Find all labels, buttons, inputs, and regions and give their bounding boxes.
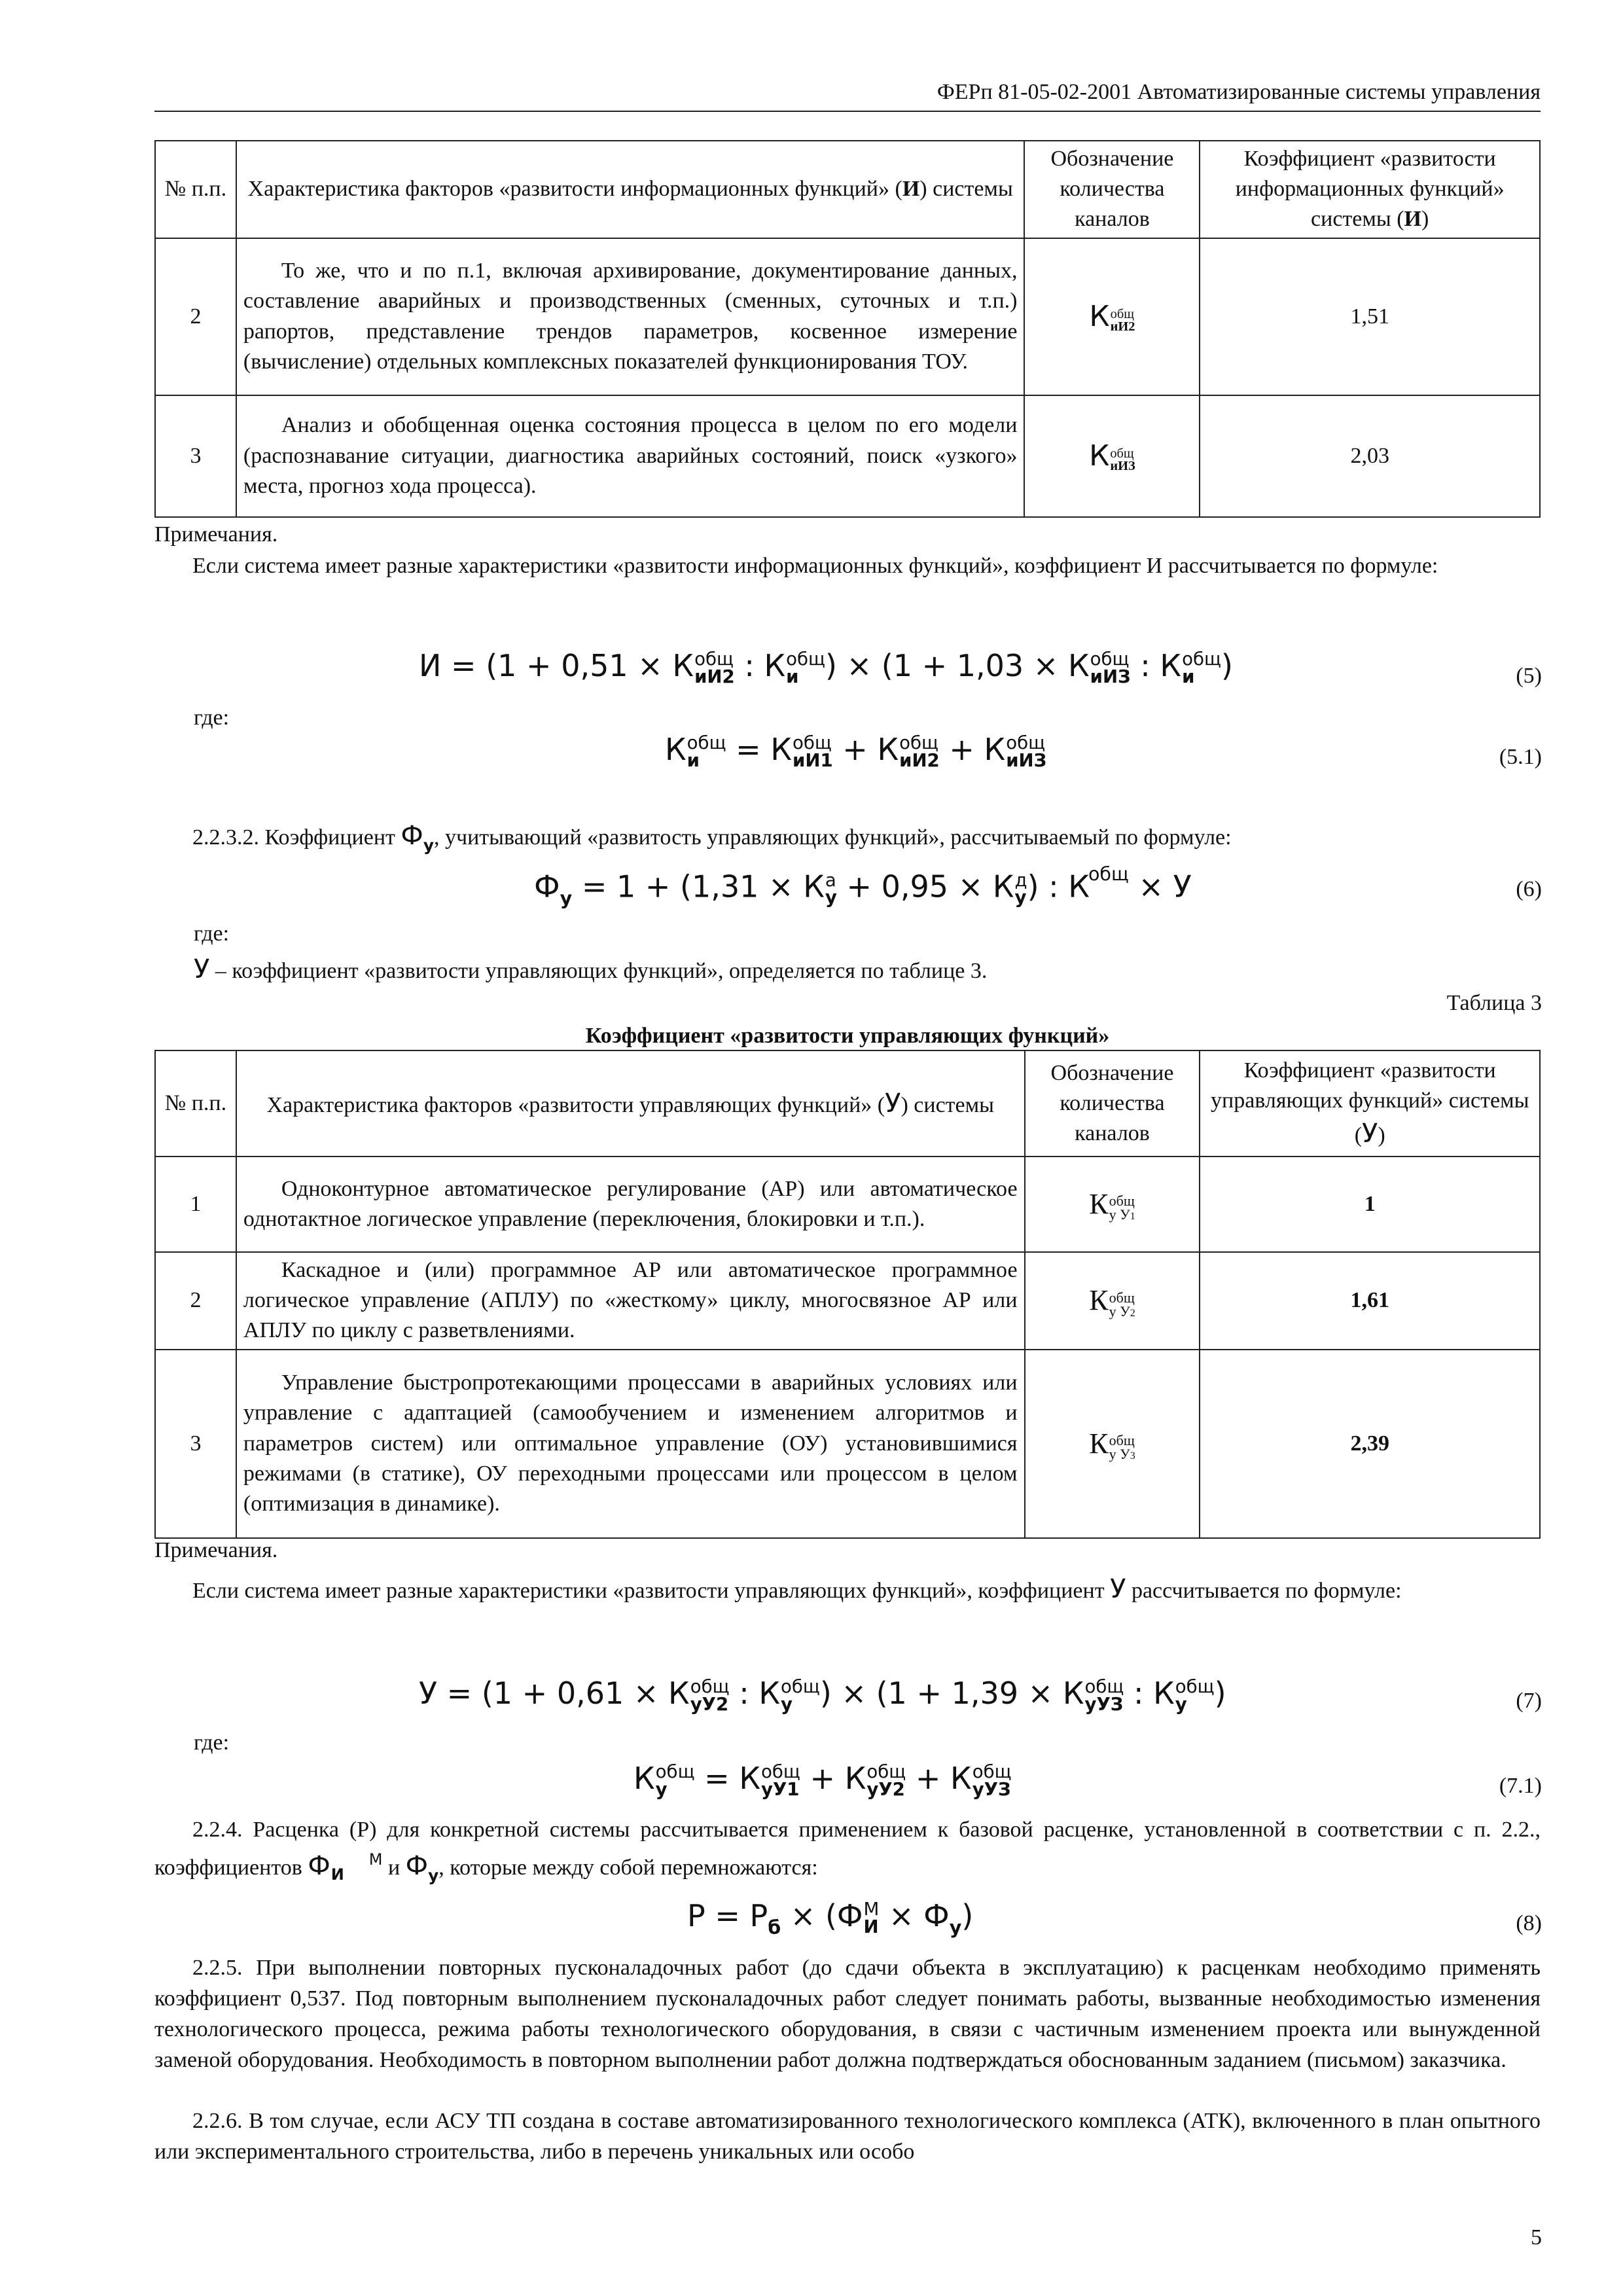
formula-7-1-number: (7.1) bbox=[1499, 1774, 1542, 1798]
notes-title: Примечания. bbox=[154, 522, 278, 547]
col-num-header: № п.п. bbox=[155, 1050, 236, 1157]
table-row bbox=[155, 1252, 1540, 1350]
row-designation: Кобщ иИ2 bbox=[1024, 238, 1200, 395]
section-2-2-6: 2.2.6. В том случае, если АСУ ТП создана в составе автоматизированного технологического комплекса (АТК), включенного в план опытного или экспериментального строительства, либо в перечень уникальных или особо bbox=[154, 2109, 1541, 2164]
section-2-2-3-2: 2.2.3.2. Коэффициент $Ф_у$, учитывающий «развитость управляющих функций», рассчитываемый по формуле: bbox=[192, 821, 1232, 855]
row-characteristic: То же, что и по п.1, включая архивирование, документирование данных, составление аварийных и производственных (сменных, суточных и т.п.) рапортов, представление трендов параметров, косвенное измерение (вычисление) отдельных комплексных показателей функционирования ТОУ. bbox=[236, 238, 1025, 395]
notes-text: Если система имеет разные характеристики «развитости управляющих функций», коэффициент У рассчитывается по формуле: bbox=[192, 1574, 1402, 1604]
where-label: где: bbox=[194, 922, 230, 946]
formula-7-number: (7) bbox=[1516, 1689, 1542, 1713]
row-coefficient: 1,61 bbox=[1200, 1252, 1540, 1350]
row-coefficient: 1,51 bbox=[1200, 238, 1540, 395]
formula-6-number: (6) bbox=[1516, 877, 1542, 901]
row-number: 2 bbox=[155, 1252, 236, 1350]
section-2-2-4: 2.2.4. Расценка (Р) для конкретной системы рассчитывается применением к базовой расценке, установленной в соответствии с п. 2.2., коэффициентов Ф М И и $Ф_у$, которые между собой перемножаются: bbox=[154, 1818, 1541, 1885]
formula-5-1-number: (5.1) bbox=[1499, 745, 1542, 769]
table-header-row bbox=[155, 141, 1540, 238]
table-row bbox=[155, 1157, 1540, 1252]
row-characteristic: Каскадное и (или) программное АР или автоматическое программное логическое управление (АПЛУ) по «жесткому» циклу, многосвязное АР или АПЛУ по циклу с разветвлениями. bbox=[236, 1252, 1025, 1350]
where-label: где: bbox=[194, 706, 230, 730]
col-designation-header: Обозначение количества каналов bbox=[1024, 141, 1200, 238]
row-coefficient: 1 bbox=[1200, 1157, 1540, 1252]
col-coefficient-header: Коэффициент «развитости управляющих функций» системы (У) bbox=[1200, 1050, 1540, 1157]
col-designation-header: Обозначение количества каналов bbox=[1025, 1050, 1200, 1157]
formula-7-1: Кобщ у = Кобщ уУ1 + Кобщ уУ2 + Кобщ уУЗ bbox=[633, 1761, 1012, 1800]
table-control-functions bbox=[154, 1050, 1541, 1539]
formula-5-1: Кобщ и = Кобщ иИ1 + Кобщ иИ2 + Кобщ иИЗ bbox=[665, 732, 1047, 771]
row-number: 2 bbox=[155, 238, 236, 395]
row-number: 3 bbox=[155, 1350, 236, 1538]
table-3-title: Коэффициент «развитости управляющих функций» bbox=[585, 1024, 1110, 1048]
notes-text: Если система имеет разные характеристики «развитости информационных функций», коэффициент И рассчитывается по формуле: bbox=[192, 554, 1438, 578]
u-definition: У – коэффициент «развитости управляющих функций», определяется по таблице 3. bbox=[194, 954, 988, 984]
table-header-row bbox=[155, 1050, 1540, 1157]
table-information-functions bbox=[154, 140, 1541, 518]
formula-5-number: (5) bbox=[1516, 664, 1542, 688]
table-row bbox=[155, 238, 1540, 395]
row-characteristic: Анализ и обобщенная оценка состояния процесса в целом по его модели (распознавание ситуации, диагностика аварийных состояний, поиск «узкого» места, прогноз хода процесса). bbox=[236, 395, 1025, 517]
col-characteristic-header: Характеристика факторов «развитости управляющих функций» (У) системы bbox=[236, 1050, 1025, 1157]
running-header: ФЕРп 81-05-02-2001 Автоматизированные системы управления bbox=[154, 77, 1541, 112]
col-coefficient-header: Коэффициент «развитости информационных функций» системы (И) bbox=[1200, 141, 1540, 238]
formula-6: $Ф_у = 1 + (1,31$ × Ка у + 0,95 × Кд у) : $К^{общ} \times У$ bbox=[534, 863, 1192, 910]
col-characteristic-header: Характеристика факторов «развитости информационных функций» (И) системы bbox=[236, 141, 1025, 238]
row-coefficient: 2,03 bbox=[1200, 395, 1540, 517]
section-2-2-5: 2.2.5. При выполнении повторных пусконаладочных работ (до сдачи объекта в эксплуатацию) к расценкам необходимо применять коэффициент 0,537. Под повторным выполнением пусконаладочных работ следует понимать работы, вызванные необходимостью изменения технологического процесса, режима работы технологического оборудования, в связи с частичным изменением проекта или вынужденной заменой оборудования. Необходимость в повторном выполнении работ должна подтверждаться обоснованным заданием (письмом) заказчика. bbox=[154, 1956, 1541, 2072]
row-coefficient: 2,39 bbox=[1200, 1350, 1540, 1538]
where-label: где: bbox=[194, 1731, 230, 1755]
formula-8: $Р = Р_б \times (ФМ$ $И \times Ф_у$) bbox=[687, 1898, 974, 1939]
formula-8-number: (8) bbox=[1516, 1911, 1542, 1935]
notes-title: Примечания. bbox=[154, 1538, 278, 1562]
table-3-label: Таблица 3 bbox=[1446, 991, 1542, 1015]
page-number: 5 bbox=[1531, 2225, 1542, 2250]
row-designation: Кобщ иИЗ bbox=[1024, 395, 1200, 517]
table-row bbox=[155, 395, 1540, 517]
row-number: 1 bbox=[155, 1157, 236, 1252]
formula-7: У = (1 + 0,61 × Кобщ уУ2 : Кобщ у ) × (1 + 1,39 × Кобщ уУЗ : Кобщ у ) bbox=[419, 1676, 1226, 1715]
table-row bbox=[155, 1350, 1540, 1538]
row-designation: Кобщ у У2 bbox=[1025, 1252, 1200, 1350]
row-characteristic: Управление быстропротекающими процессами в аварийных условиях или управление с адаптацией (самообучением и изменением алгоритмов и параметров систем) или оптимальное управление (ОУ) установившимися режимами (в статике), ОУ переходными процессами или процессом в целом (оптимизация в динамике). bbox=[236, 1350, 1025, 1538]
col-num-header: № п.п. bbox=[155, 141, 236, 238]
formula-5: И = (1 + 0,51 × Кобщ иИ2 : Кобщ и ) × (1 + 1,03 × Кобщ иИЗ : Кобщ и ) bbox=[419, 648, 1233, 687]
row-designation: Кобщ у У1 bbox=[1025, 1157, 1200, 1252]
row-number: 3 bbox=[155, 395, 236, 517]
row-characteristic: Одноконтурное автоматическое регулирование (АР) или автоматическое однотактное логическое управление (переключения, блокировки и т.п.). bbox=[236, 1157, 1025, 1252]
row-designation: Кобщ у У3 bbox=[1025, 1350, 1200, 1538]
